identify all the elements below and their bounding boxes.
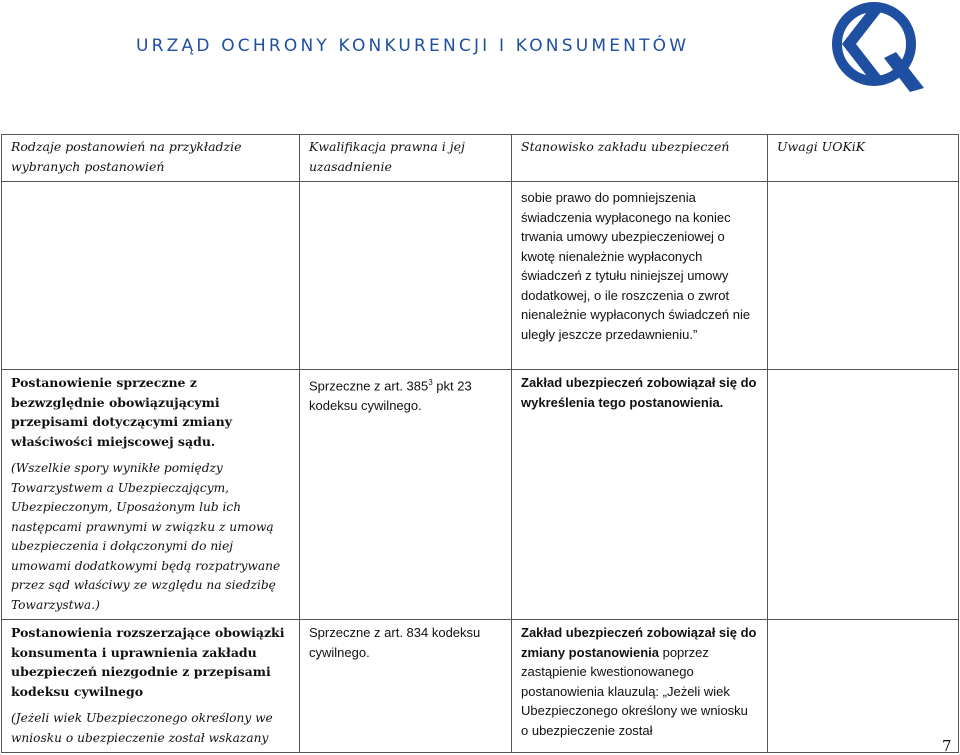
clause-text-obligations: (Jeżeli wiek Ubezpieczonego określony we wniosku o ubezpieczenie został wskazany [11,711,273,745]
table-header-row [2,135,959,182]
clauses-table [1,134,959,753]
clause-text-jurisdiction: (Wszelkie spory wynikłe pomiędzy Towarzystwem a Ubezpieczającym, Ubezpieczonym, Uposażonym lub ich następcami prawnymi w związku z umową ubezpieczenia i dołączonymi do niej umowami dodatkowymi będą rozpatrywane przez sąd właściwy ze względu na siedzibę Towarzystwa.) [11,461,281,612]
table-row [2,620,959,753]
insurer-position-jurisdiction: Zakład ubezpieczeń zobowiązał się do wykreślenia tego postanowienia. [521,375,757,410]
remarks-jurisdiction [768,370,959,620]
legal-qualification-jurisdiction: Sprzeczne z art. $385^3$ pkt 23 kodeksu cywilnego. [309,378,472,413]
header-uokik-remarks: Uwagi UOKiK [768,135,959,182]
header-legal-qualification: Kwalifikacja prawna i jej uzasadnienie [300,135,512,182]
insurer-position-obligations: Zakład ubezpieczeń zobowiązał się do zmiany postanowienia poprzez zastąpienie kwestionowanego postanowienia klauzulą: „Jeżeli wiek Ubezpieczonego określony we wniosku o ubezpieczenie został [521,625,757,738]
table-row [2,370,959,620]
header-clause-types: Rodzaje postanowień na przykładzie wybranych postanowień [2,135,300,182]
table-row [2,182,959,370]
page-number: 7 [942,737,952,755]
clause-title-obligations: Postanowienia rozszerzające obowiązki konsumenta i uprawnienia zakładu ubezpieczeń niezgodnie z przepisami kodeksu cywilnego [11,625,285,699]
continued-insurer-position: sobie prawo do pomniejszenia świadczenia wypłaconego na koniec trwania umowy ubezpieczeniowej o kwotę nienależnie wypłaconych świadczeń z tytułu niniejszej umowy dodatkowej, o ile roszczenia o zwrot nienależnie wypłaconych świadczeń nie uległy jeszcze przedawnieniu.” [521,190,751,342]
uokik-logo-icon [826,0,926,92]
organization-title: URZĄD OCHRONY KONKURENCJI I KONSUMENTÓW [136,36,690,56]
clause-title-jurisdiction: Postanowienie sprzeczne z bezwzględnie obowiązującymi przepisami dotyczącymi zmiany właściwości miejscowej sądu. [11,375,232,449]
legal-qualification-obligations: Sprzeczne z art. 834 kodeksu cywilnego. [309,625,481,660]
header-insurer-position: Stanowisko zakładu ubezpieczeń [512,135,768,182]
remarks-obligations [768,620,959,753]
